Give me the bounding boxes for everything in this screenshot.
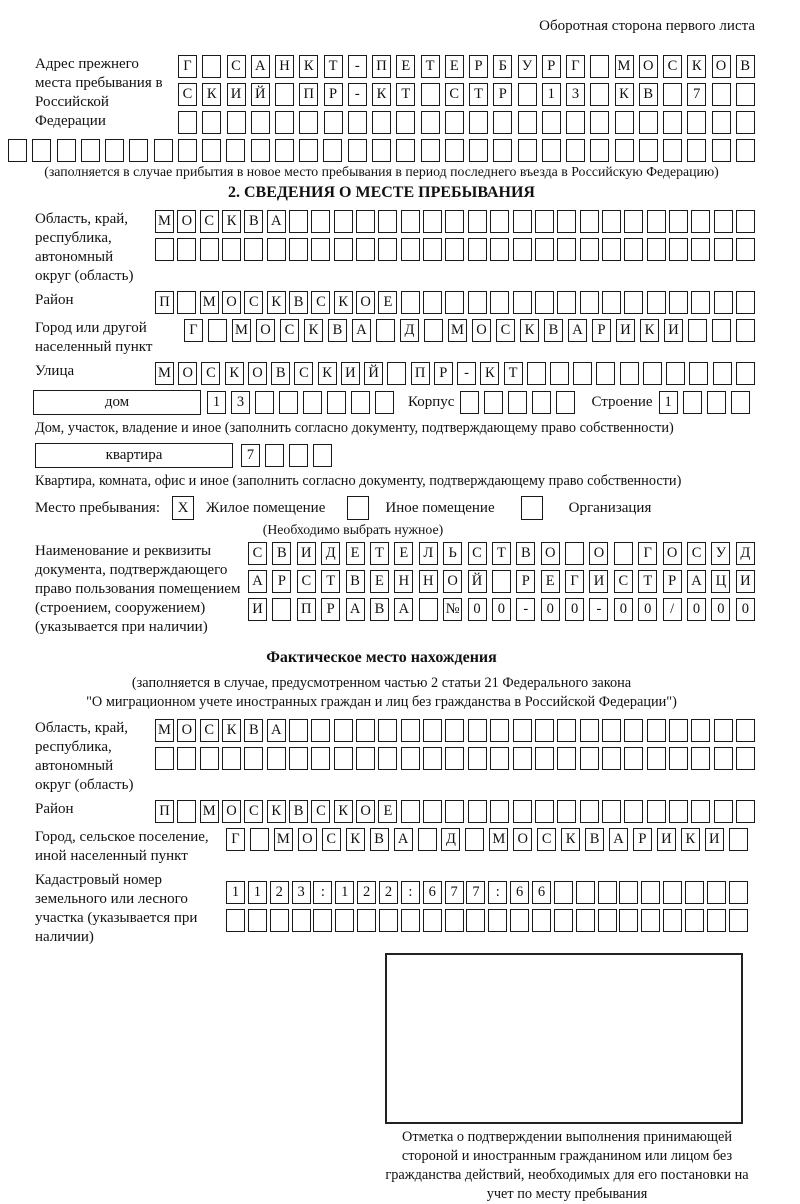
apartment-note: Квартира, комната, офис и иное (заполнить согласно документу, подтверждающему право собственности) xyxy=(35,473,682,489)
option-zhiloe-label: Жилое помещение xyxy=(206,499,326,516)
district-field xyxy=(8,291,755,314)
stamp-box-caption: Отметка о подтверждении выполнения принимающей стороной и иностранным гражданином или лицом без гражданства действий, необходимых для его постановки на учет по месту пребывания xyxy=(385,1129,749,1202)
registration-stamp-box xyxy=(385,953,743,1124)
actual-region-row-1: М О С К В А xyxy=(155,719,755,742)
option-org-label: Организация xyxy=(568,499,652,516)
stroenie-label: Строение xyxy=(591,394,653,410)
city-label: Город или другой населенный пункт xyxy=(35,320,153,355)
district-row: П М О С К В С К О Е xyxy=(155,291,755,314)
document-row-3: И П Р А В А № 0 0 - 0 0 - 0 0 / 0 0 0 xyxy=(248,598,755,621)
document-row-1: С В И Д Е Т Е Л Ь С Т В О О Г О С У Д xyxy=(248,542,755,565)
prev-address-row-2: С К И Й П Р - К Т С Т Р 1 3 К В 7 xyxy=(178,83,755,106)
prev-address-row-4 xyxy=(8,139,755,162)
actual-district-label: Район xyxy=(35,801,74,817)
cadastral-label: Кадастровый номер земельного или лесного участка (указывается при наличии) xyxy=(35,872,198,945)
checkbox-zhiloe: X xyxy=(172,496,194,520)
house-row xyxy=(33,390,755,415)
actual-location-title: Фактическое место нахождения xyxy=(266,649,497,666)
city-field xyxy=(8,319,755,357)
stay-type-label: Место пребывания: xyxy=(35,499,160,516)
district-label: Район xyxy=(35,292,74,308)
option-inoe-label: Иное помещение xyxy=(385,499,495,516)
checkbox-inoe xyxy=(347,496,369,520)
actual-location-note-1: (заполняется в случае, предусмотренном частью 2 статьи 21 Федерального закона xyxy=(131,675,632,691)
stay-type-row xyxy=(35,496,755,520)
cadastral-row-1: 1 1 2 3 : 1 2 2 : 6 7 7 : 6 6 xyxy=(226,881,748,904)
document-field xyxy=(8,542,755,637)
actual-location-note-2: "О миграционном учете иностранных граждан и лиц без гражданства в Российской Федерации") xyxy=(86,694,677,710)
stay-type-note: (Необходимо выбрать нужное) xyxy=(262,522,444,537)
prev-address-row-3 xyxy=(178,111,755,134)
actual-region-label: Область, край, республика, автономный округ (область) xyxy=(35,720,134,793)
region-row-1: М О С К В А xyxy=(155,210,755,233)
street-field xyxy=(8,362,755,385)
apartment-row xyxy=(35,443,755,468)
checkbox-org xyxy=(521,496,543,520)
region-field xyxy=(8,210,755,286)
prev-address-row-1: Г С А Н К Т - П Е Т Е Р Б У Р Г М О С К О В xyxy=(178,55,755,78)
actual-city-label: Город, сельское поселение, иной населенный пункт xyxy=(35,829,209,864)
actual-region-field xyxy=(8,719,755,795)
house-cells: 1 3 xyxy=(207,391,394,414)
cadastral-row-2 xyxy=(226,909,748,932)
region-row-2 xyxy=(155,238,755,261)
actual-region-row-2 xyxy=(155,747,755,770)
actual-district-field xyxy=(8,800,755,823)
prev-address-note: (заполняется в случае прибытия в новое место пребывания в период последнего въезда в Российскую Федерацию) xyxy=(44,164,719,179)
document-label: Наименование и реквизиты документа, подтверждающего право пользования помещением (строением, сооружением) (указывается при наличии) xyxy=(35,543,241,635)
section2-title: 2. СВЕДЕНИЯ О МЕСТЕ ПРЕБЫВАНИЯ xyxy=(228,184,535,201)
actual-city-row: Г М О С К В А Д М О С К В А Р И К И xyxy=(226,828,748,851)
korpus-cells xyxy=(460,391,575,414)
actual-city-field xyxy=(8,828,755,866)
house-box-label: дом xyxy=(33,390,201,415)
apartment-cells: 7 xyxy=(241,444,332,467)
house-note: Дом, участок, владение и иное (заполнить согласно документу, подтверждающему право собственности) xyxy=(35,420,674,436)
cadastral-field xyxy=(8,871,755,947)
document-row-2: А Р С Т В Е Н Н О Й Р Е Г И С Т Р А Ц И xyxy=(248,570,755,593)
street-label: Улица xyxy=(35,363,75,379)
actual-district-row: П М О С К В С К О Е xyxy=(155,800,755,823)
prev-address-field xyxy=(8,55,755,134)
region-label: Область, край, республика, автономный округ (область) xyxy=(35,211,134,284)
street-row: М О С К О В С К И Й П Р - К Т xyxy=(155,362,755,385)
apartment-box-label: квартира xyxy=(35,443,233,468)
page-side-note: Оборотная сторона первого листа xyxy=(539,18,755,34)
city-row: Г М О С К В А Д М О С К В А Р И К И xyxy=(184,319,755,342)
korpus-label: Корпус xyxy=(408,394,455,410)
stroenie-cells: 1 xyxy=(659,391,750,414)
prev-address-label: Адрес прежнего места пребывания в Российской Федерации xyxy=(35,56,163,129)
